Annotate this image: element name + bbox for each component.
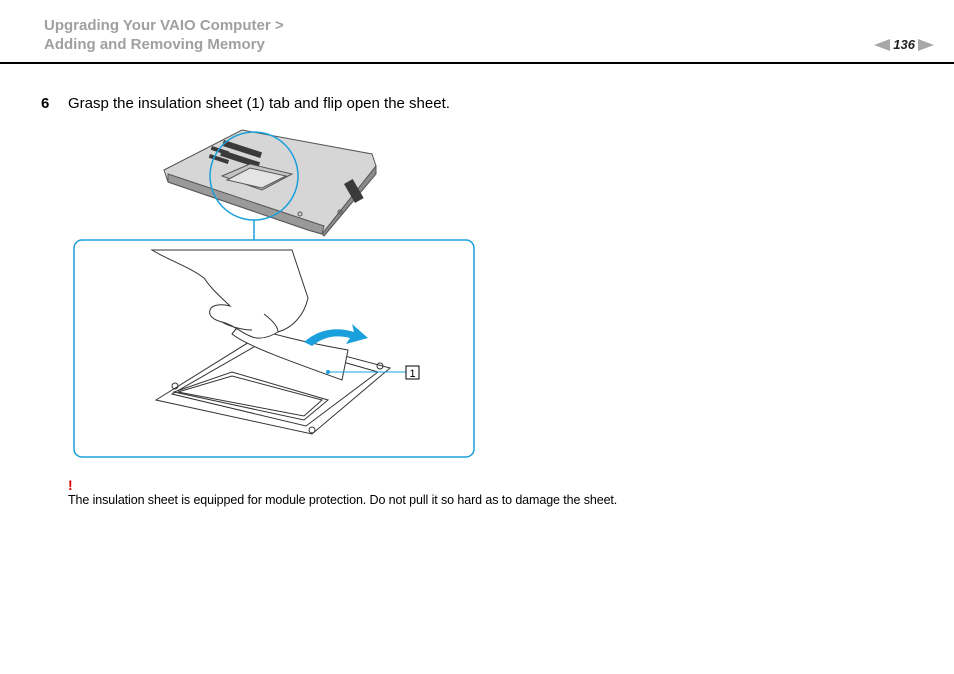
step-text: Grasp the insulation sheet (1) tab and flip open the sheet. — [68, 95, 450, 112]
previous-page-arrow-icon[interactable] — [874, 39, 890, 51]
caution-note — [68, 478, 617, 508]
page-navigation — [874, 37, 934, 52]
insulation-sheet-illustration — [72, 128, 482, 462]
page-number: 136 — [893, 37, 915, 52]
caution-text: The insulation sheet is equipped for module protection. Do not pull it so hard as to damage the sheet. — [68, 493, 618, 507]
caution-mark: ! — [68, 477, 73, 493]
step-number: 6 — [41, 95, 50, 112]
callout-label: 1 — [409, 368, 416, 380]
next-page-arrow-icon[interactable] — [918, 39, 934, 51]
instruction-step — [41, 95, 450, 112]
laptop-bottom-image — [164, 130, 376, 236]
header-divider — [0, 62, 954, 64]
breadcrumb-section[interactable]: Upgrading Your VAIO Computer > — [44, 17, 284, 34]
breadcrumb — [44, 16, 284, 54]
breadcrumb-page: Adding and Removing Memory — [44, 36, 265, 53]
